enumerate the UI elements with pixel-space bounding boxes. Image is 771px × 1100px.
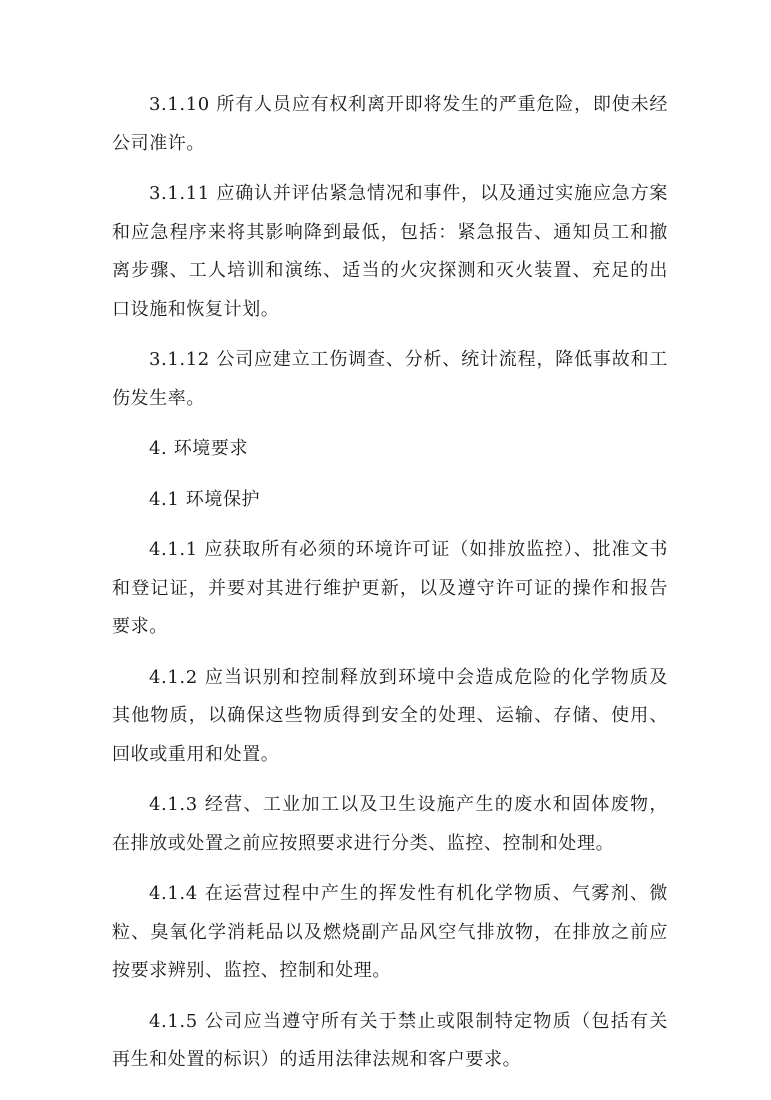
paragraph-3-1-10: 3.1.10 所有人员应有权利离开即将发生的严重危险，即使未经公司准许。 [112,94,668,154]
paragraph-4-1-1: 4.1.1 应获取所有必须的环境许可证（如排放监控）、批准文书和登记证，并要对其进行维护更新，以及遵守许可证的操作和报告要求。 [112,539,668,637]
section-heading-4: 4. 环境要求 [149,438,249,459]
paragraph-3-1-11: 3.1.11 应确认并评估紧急情况和事件，以及通过实施应急方案和应急程序来将其影响降到最低，包括：紧急报告、通知员工和撤离步骤、工人培训和演练、适当的火灾探测和灭火装置、充足的出口设施和恢复计划。 [112,183,668,320]
paragraph-4-1-5: 4.1.5 公司应当遵守所有关于禁止或限制特定物质（包括有关再生和处置的标识）的适用法律法规和客户要求。 [112,1010,668,1070]
paragraph-4-1-3: 4.1.3 经营、工业加工以及卫生设施产生的废水和固体废物，在排放或处置之前应按照要求进行分类、监控、控制和处理。 [112,794,668,854]
document-body [112,86,668,1092]
section-heading-4-1: 4.1 环境保护 [149,488,261,510]
paragraph-3-1-12: 3.1.12 公司应建立工伤调查、分析、统计流程，降低事故和工伤发生率。 [112,349,668,409]
paragraph-4-1-4: 4.1.4 在运营过程中产生的挥发性有机化学物质、气雾剂、微粒、臭氧化学消耗品以及燃烧副产品风空气排放物，在排放之前应按要求辨别、监控、控制和处理。 [112,883,668,981]
paragraph-4-1-2: 4.1.2 应当识别和控制释放到环境中会造成危险的化学物质及其他物质，以确保这些物质得到安全的处理、运输、存储、使用、回收或重用和处置。 [112,666,668,765]
